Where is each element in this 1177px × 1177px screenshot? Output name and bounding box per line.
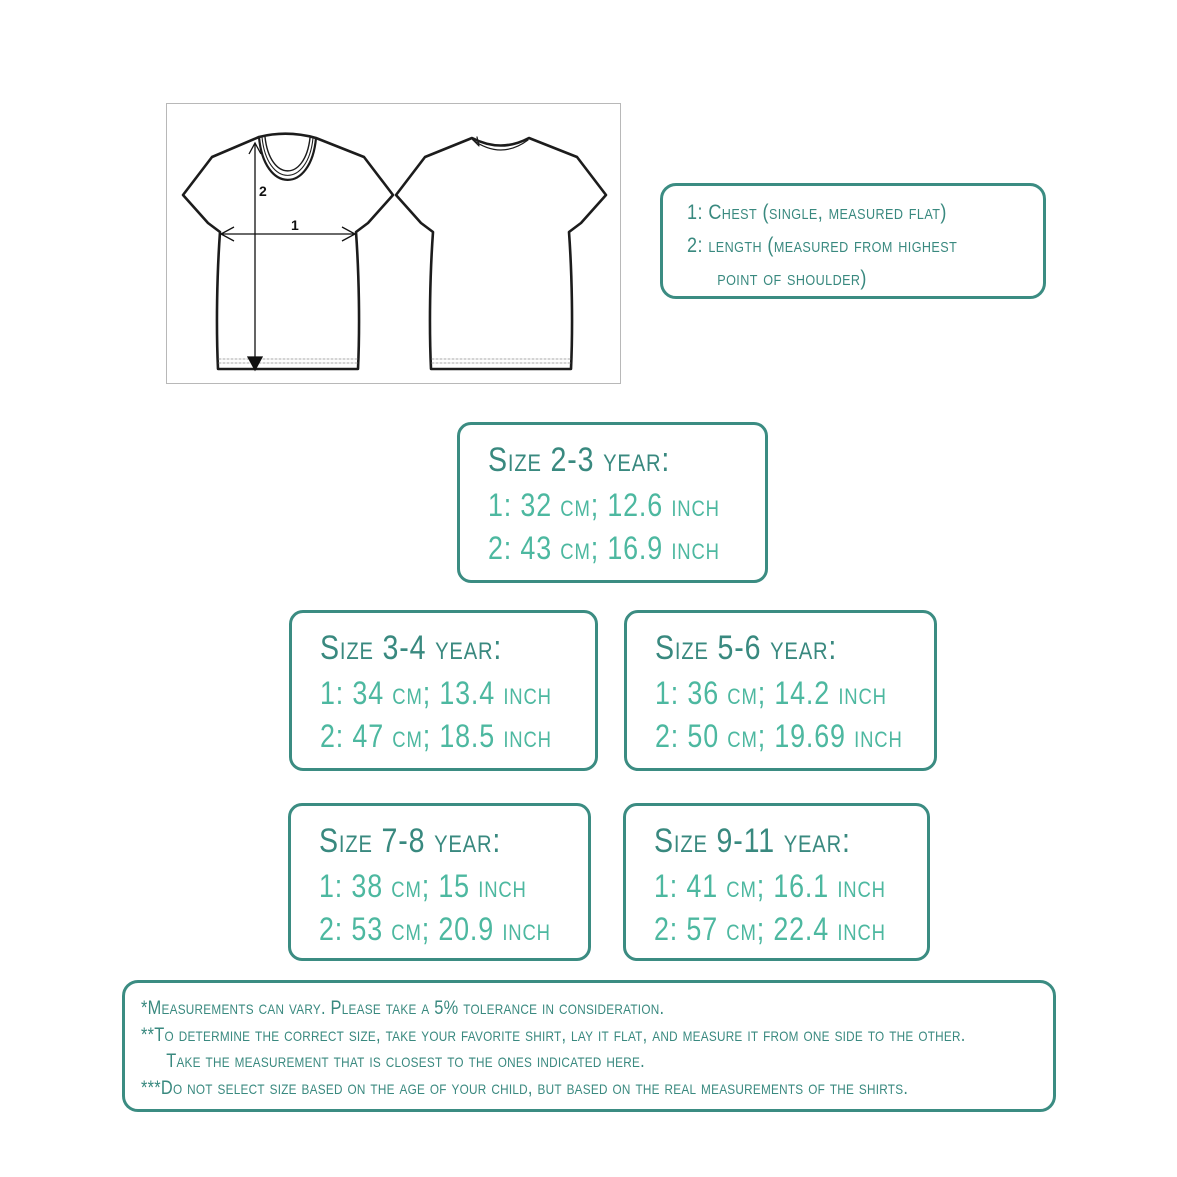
size-chest: 1: 32 cm; 12.6 inch xyxy=(488,487,720,523)
note-measure-method: **To determine the correct size, take your favorite shirt, lay it flat, and measure it from one side to the other. xyxy=(141,1023,966,1046)
size-box-7-8-year xyxy=(288,803,591,961)
size-title: Size 9-11 year: xyxy=(654,822,851,860)
length-arrow-label: 2 xyxy=(259,183,267,199)
note-tolerance: *Measurements can vary. Please take a 5% tolerance in consideration. xyxy=(141,997,665,1019)
size-length: 2: 53 cm; 20.9 inch xyxy=(319,911,551,947)
size-chest: 1: 34 cm; 13.4 inch xyxy=(320,675,552,711)
size-box-5-6-year xyxy=(624,610,937,771)
note-measure-method-cont: Take the measurement that is closest to the ones indicated here. xyxy=(166,1050,645,1072)
size-chest: 1: 41 cm; 16.1 inch xyxy=(654,868,886,904)
size-length: 2: 43 cm; 16.9 inch xyxy=(488,530,720,566)
legend-line-length-cont: point of shoulder) xyxy=(717,266,867,290)
measurement-legend-box xyxy=(660,183,1046,299)
size-box-9-11-year xyxy=(623,803,930,961)
legend-line-length: 2: length (measured from highest xyxy=(687,233,958,257)
footnotes-box xyxy=(122,980,1056,1112)
size-length: 2: 50 cm; 19.69 inch xyxy=(655,718,903,754)
size-box-2-3-year xyxy=(457,422,768,583)
size-chest: 1: 38 cm; 15 inch xyxy=(319,868,527,904)
legend-line-chest: 1: Chest (single, measured flat) xyxy=(687,200,947,224)
size-title: Size 7-8 year: xyxy=(319,822,502,860)
size-box-3-4-year xyxy=(289,610,598,771)
size-chest: 1: 36 cm; 14.2 inch xyxy=(655,675,887,711)
chest-arrow-label: 1 xyxy=(291,217,299,233)
size-title: Size 5-6 year: xyxy=(655,629,838,667)
size-length: 2: 57 cm; 22.4 inch xyxy=(654,911,886,947)
tshirt-diagram xyxy=(167,104,620,383)
size-length: 2: 47 cm; 18.5 inch xyxy=(320,718,552,754)
note-age-warning: ***Do not select size based on the age of your child, but based on the real measurements of the shirts. xyxy=(141,1076,909,1099)
tshirt-diagram-frame xyxy=(166,103,621,384)
size-title: Size 3-4 year: xyxy=(320,629,503,667)
size-title: Size 2-3 year: xyxy=(488,441,671,479)
